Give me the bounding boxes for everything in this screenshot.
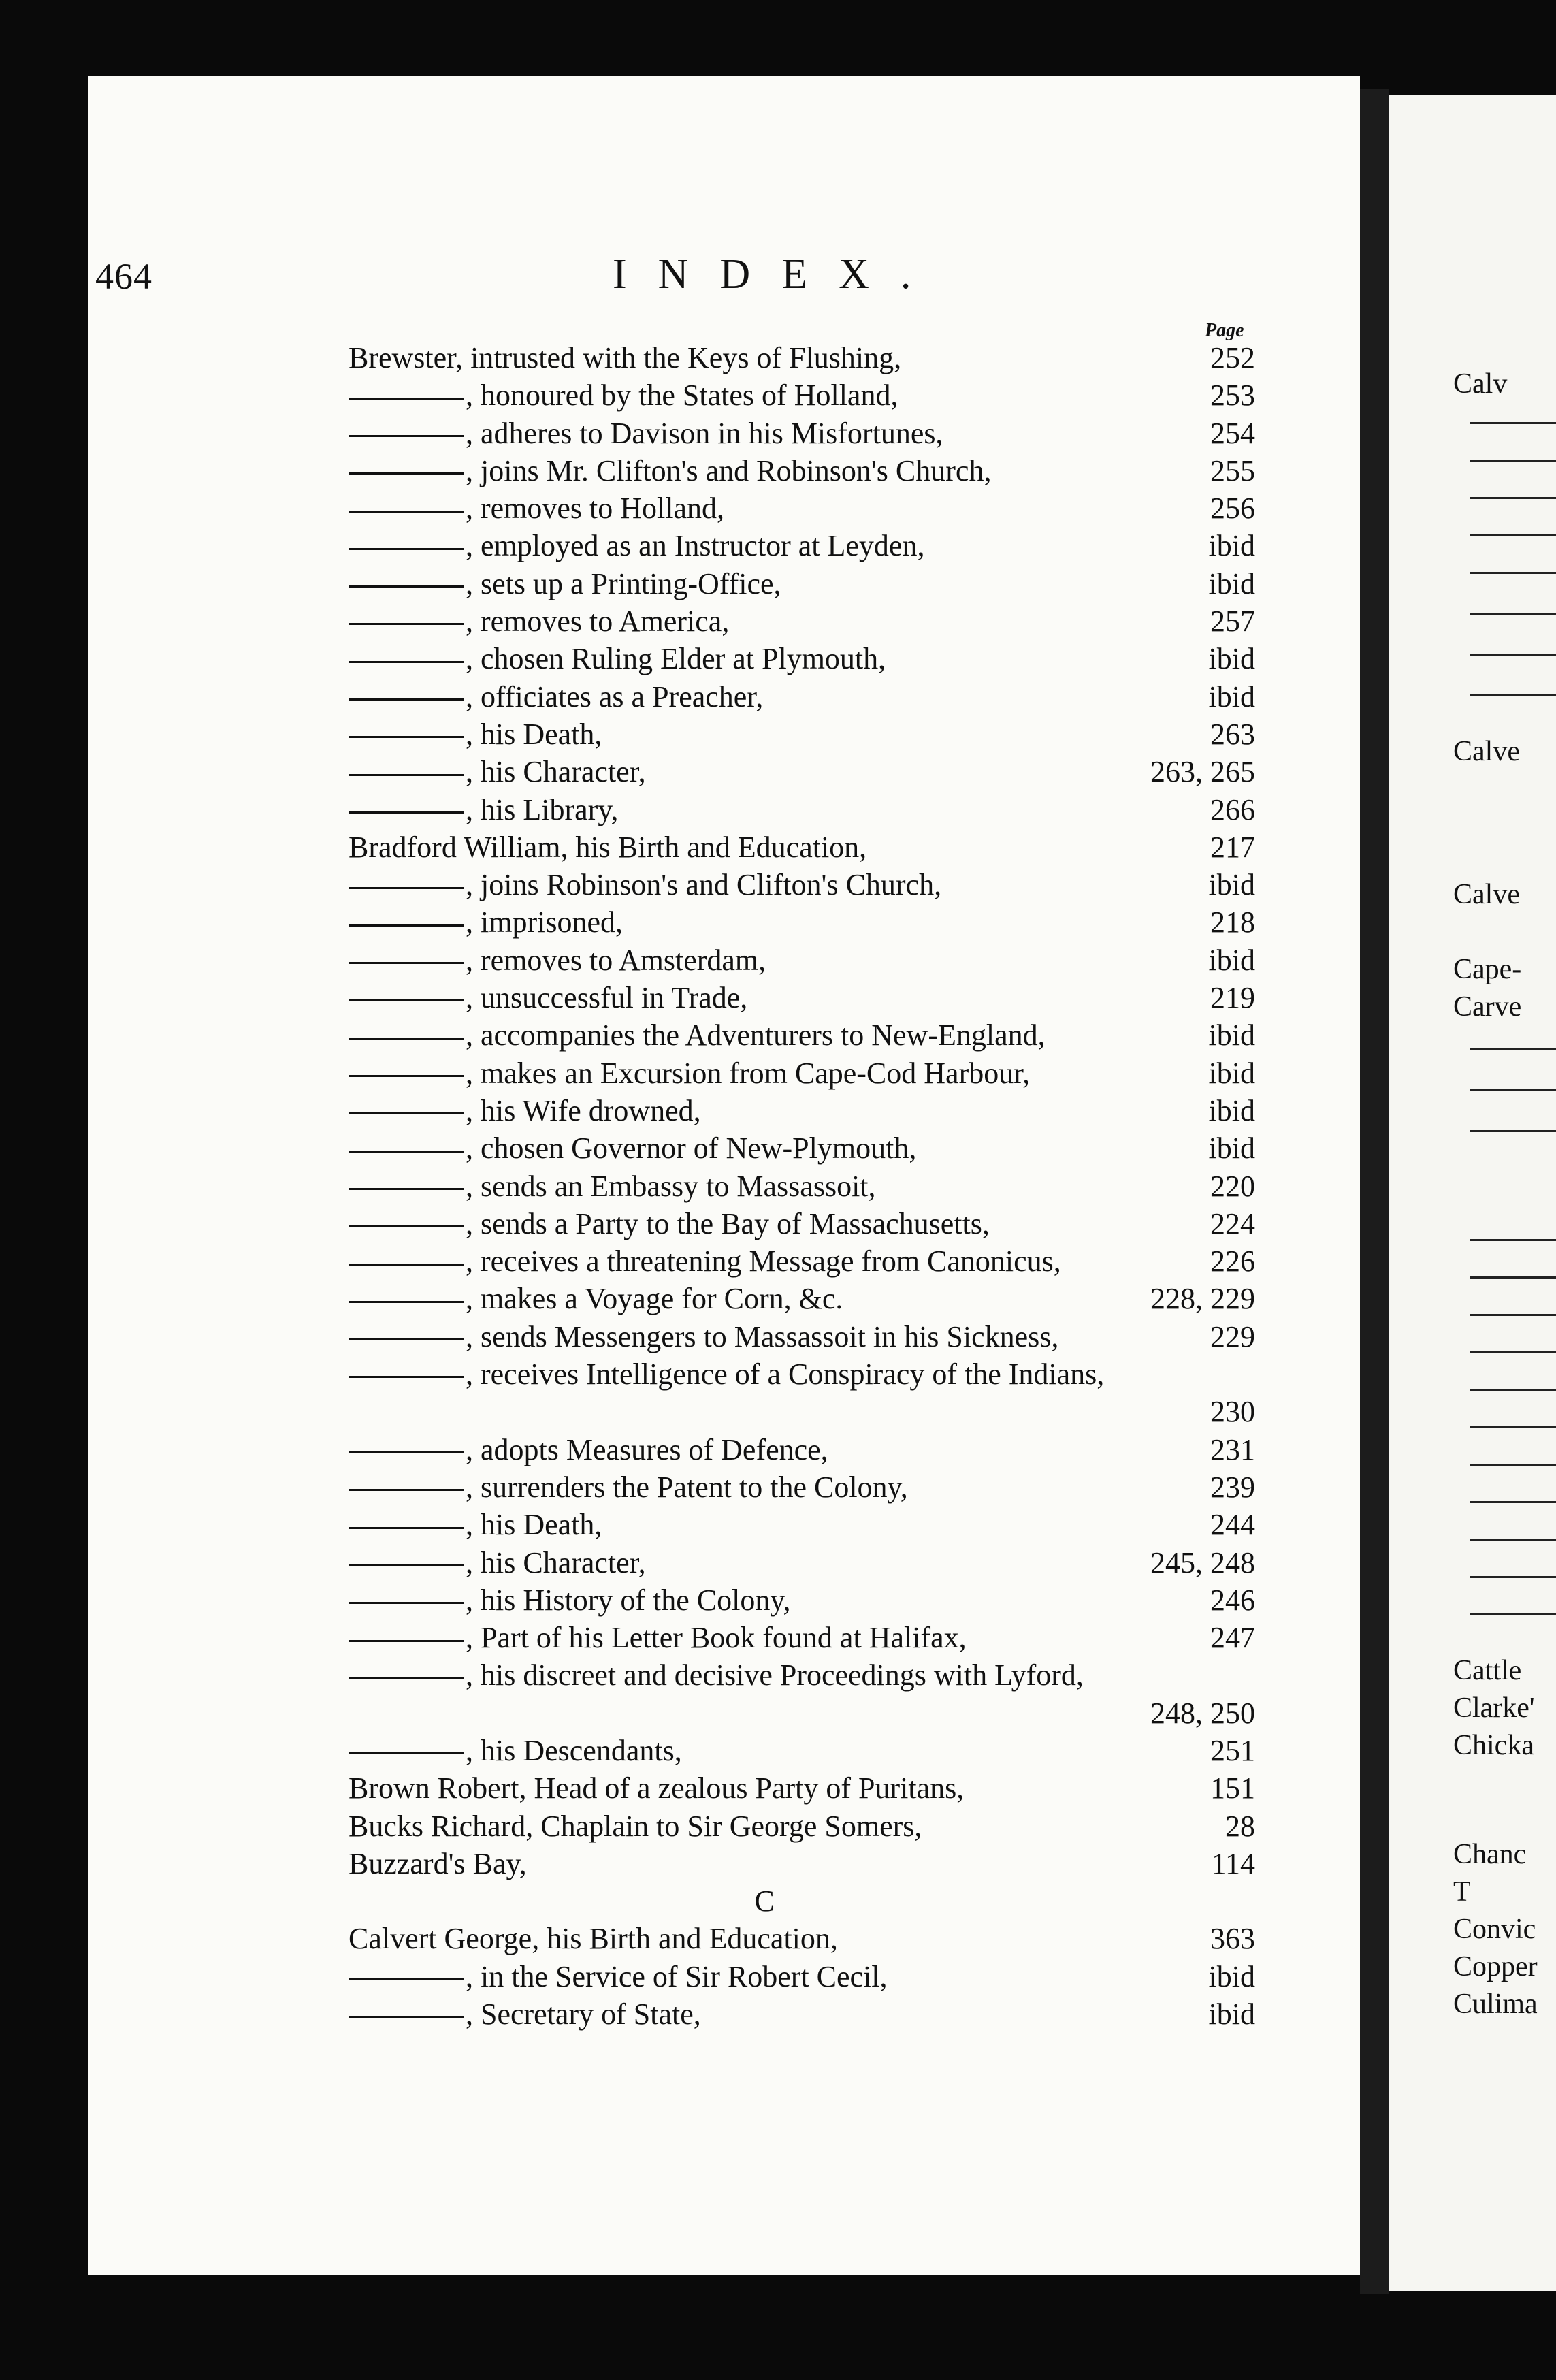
right-page-fragment: Clarke' (1453, 1692, 1535, 1724)
right-page-ditto-dash (1470, 1613, 1556, 1615)
entry-text: , honoured by the States of Holland, (349, 376, 898, 414)
entry-text: , removes to Holland, (349, 489, 724, 527)
entry-text: , sends Messengers to Massassoit in his Sickness, (349, 1318, 1058, 1355)
index-subentry (349, 678, 1255, 715)
ditto-dash (349, 1602, 464, 1604)
right-page-ditto-dash (1470, 1539, 1556, 1541)
index-subentry (349, 1016, 1255, 1054)
entry-page: 239 (1210, 1470, 1255, 1504)
right-page-ditto-dash (1470, 654, 1556, 656)
right-page-fragment: Chicka (1453, 1730, 1534, 1761)
entry-text: , his Wife drowned, (349, 1092, 701, 1129)
index-entry (349, 1807, 1255, 1845)
entry-text: Buzzard's Bay, (349, 1846, 527, 1880)
index-subentry (349, 1055, 1255, 1092)
right-page-ditto-dash (1470, 1501, 1556, 1503)
index-subentry (349, 1280, 1255, 1317)
index-entry (349, 829, 1255, 866)
entry-text: Calvert George, his Birth and Education, (349, 1922, 838, 1956)
entry-text: , receives a threatening Message from Canonicus, (349, 1242, 1061, 1280)
index-subentry (349, 979, 1255, 1016)
index-subentry (349, 753, 1255, 790)
entry-text: , Secretary of State, (349, 1995, 701, 2033)
entry-text: , adheres to Davison in his Misfortunes, (349, 415, 943, 452)
entry-page: 219 (1210, 981, 1255, 1015)
ditto-dash (349, 698, 464, 701)
right-page-ditto-dash (1470, 1426, 1556, 1428)
entry-text: , his Death, (349, 715, 602, 753)
ditto-dash (349, 398, 464, 400)
entry-page: ibid (1208, 1959, 1255, 1993)
index-subentry (349, 1242, 1255, 1280)
entry-page: ibid (1208, 868, 1255, 902)
ditto-dash (349, 623, 464, 625)
entry-text: , his Character, (349, 1544, 646, 1581)
entry-page: 263 (1210, 717, 1255, 751)
entry-page: ibid (1208, 1997, 1255, 2031)
page-number: 464 (95, 256, 152, 297)
index-subentry (349, 376, 1255, 414)
ditto-dash (349, 511, 464, 513)
entry-text: , his Character, (349, 753, 646, 790)
entry-page: 151 (1210, 1771, 1255, 1805)
right-page-fragment: Copper (1453, 1951, 1538, 1982)
right-page-ditto-dash (1470, 1389, 1556, 1391)
entry-page: 228, 229 (1150, 1282, 1255, 1316)
entry-text: , in the Service of Sir Robert Cecil, (349, 1958, 888, 1995)
index-subentry (349, 1318, 1255, 1355)
entry-page: 226 (1210, 1244, 1255, 1279)
ditto-dash (349, 736, 464, 738)
entry-text: , removes to Amsterdam, (349, 942, 766, 979)
index-subentry (349, 1506, 1255, 1543)
right-page-ditto-dash (1470, 572, 1556, 574)
entry-page: 251 (1210, 1733, 1255, 1767)
entry-text: Bradford William, his Birth and Education, (349, 830, 867, 864)
right-page-fragment: Calv (1453, 368, 1508, 400)
right-page-fragment: Carve (1453, 991, 1522, 1023)
index-subentry (349, 942, 1255, 979)
entry-text: , adopts Measures of Defence, (349, 1431, 828, 1468)
index-subentry (349, 527, 1255, 564)
index-subentry (349, 1656, 1255, 1732)
entry-page: ibid (1208, 1093, 1255, 1127)
index-entry (349, 1920, 1255, 1957)
right-page-fragment: Calve (1453, 879, 1520, 910)
ditto-dash (349, 1188, 464, 1190)
index-subentry (349, 640, 1255, 677)
entry-text: , sends a Party to the Bay of Massachusetts, (349, 1205, 990, 1242)
ditto-dash (349, 1338, 464, 1340)
entry-text: Bucks Richard, Chaplain to Sir George Somers, (349, 1809, 922, 1843)
entry-page: ibid (1208, 642, 1255, 676)
index-subentry (349, 715, 1255, 753)
index-subentry (349, 1544, 1255, 1581)
right-page-ditto-dash (1470, 1351, 1556, 1353)
right-page-ditto-dash (1470, 694, 1556, 696)
entry-text: , officiates as a Preacher, (349, 678, 763, 715)
index-subentry (349, 1958, 1255, 1995)
entry-page: 257 (1210, 605, 1255, 639)
entry-text: , receives Intelligence of a Conspiracy of the Indians, (349, 1355, 1104, 1393)
ditto-dash (349, 811, 464, 814)
right-page-ditto-dash (1470, 1276, 1556, 1279)
entry-page: 231 (1210, 1432, 1255, 1466)
entry-text: , makes a Voyage for Corn, &c. (349, 1280, 843, 1317)
right-page-ditto-dash (1470, 497, 1556, 499)
right-page-fragment: T (1453, 1876, 1471, 1908)
ditto-dash (349, 1978, 464, 1980)
index-subentry (349, 565, 1255, 602)
right-page-ditto-dash (1470, 1130, 1556, 1132)
entry-text: , employed as an Instructor at Leyden, (349, 527, 924, 564)
index-subentry (349, 602, 1255, 640)
ditto-dash (349, 2016, 464, 2018)
right-page-ditto-dash (1470, 1048, 1556, 1050)
ditto-dash (349, 585, 464, 588)
right-page-fragment: Cape- (1453, 954, 1522, 985)
ditto-dash (349, 548, 464, 550)
ditto-dash (349, 924, 464, 927)
right-page-ditto-dash (1470, 1314, 1556, 1316)
entry-page: ibid (1208, 529, 1255, 563)
entry-page: ibid (1208, 679, 1255, 713)
right-page-fragment: Convic (1453, 1914, 1536, 1945)
right-page-fragment: Cattle (1453, 1655, 1522, 1686)
entry-page: 256 (1210, 492, 1255, 526)
index-subentry (349, 1168, 1255, 1205)
entry-page: 252 (1210, 341, 1255, 374)
ditto-dash (349, 999, 464, 1001)
right-page-ditto-dash (1470, 613, 1556, 615)
ditto-dash (349, 1301, 464, 1303)
index-subentry (349, 1355, 1255, 1431)
ditto-dash (349, 1527, 464, 1529)
ditto-dash (349, 1075, 464, 1077)
entry-text: , his History of the Colony, (349, 1581, 790, 1619)
index-subentry (349, 452, 1255, 489)
entry-page: 28 (1225, 1809, 1255, 1843)
right-page-ditto-dash (1470, 460, 1556, 462)
entry-page: ibid (1208, 1018, 1255, 1052)
ditto-dash (349, 1489, 464, 1491)
ditto-dash (349, 1451, 464, 1453)
entry-text: , joins Robinson's and Clifton's Church, (349, 866, 941, 903)
ditto-dash (349, 887, 464, 889)
entry-page: 220 (1210, 1169, 1255, 1203)
ditto-dash (349, 774, 464, 776)
entry-page: 266 (1210, 792, 1255, 826)
entry-text: , accompanies the Adventurers to New-England, (349, 1016, 1046, 1054)
entry-text: , his Library, (349, 791, 618, 829)
entry-page: 229 (1210, 1319, 1255, 1353)
section-letter: C (754, 1884, 775, 1918)
index-subentry (349, 903, 1255, 941)
entry-text: , Part of his Letter Book found at Halifax, (349, 1619, 967, 1656)
right-page-ditto-dash (1470, 534, 1556, 536)
right-page-fragment: Chanc (1453, 1839, 1527, 1870)
right-page-fragment: Culima (1453, 1989, 1538, 2020)
index-entry (349, 339, 1255, 376)
ditto-dash (349, 1264, 464, 1266)
entry-page: 245, 248 (1150, 1545, 1255, 1579)
entry-page: 218 (1210, 905, 1255, 939)
index-subentry (349, 1581, 1255, 1619)
ditto-dash (349, 1112, 464, 1114)
ditto-dash (349, 472, 464, 475)
entry-page: 224 (1210, 1206, 1255, 1240)
entry-text: , sends an Embassy to Massassoit, (349, 1168, 876, 1205)
index-subentry (349, 415, 1255, 452)
ditto-dash (349, 1151, 464, 1153)
index-entry (349, 1769, 1255, 1807)
entry-page: ibid (1208, 1131, 1255, 1165)
index-subentry (349, 1092, 1255, 1129)
entry-page: 248, 250 (1150, 1696, 1255, 1730)
index-subentry (349, 1431, 1255, 1468)
index-subentry (349, 866, 1255, 903)
entry-page: 255 (1210, 453, 1255, 487)
entry-page: 217 (1210, 830, 1255, 864)
entry-text: , chosen Governor of New-Plymouth, (349, 1129, 916, 1167)
ditto-dash (349, 1225, 464, 1227)
right-page-ditto-dash (1470, 1576, 1556, 1578)
entry-page: 253 (1210, 379, 1255, 413)
entry-page: 114 (1211, 1846, 1255, 1880)
entry-text: , unsuccessful in Trade, (349, 979, 747, 1016)
ditto-dash (349, 1376, 464, 1378)
right-page (1389, 95, 1556, 2291)
entry-text: , his Descendants, (349, 1732, 682, 1769)
right-page-fragment: Calve (1453, 736, 1520, 767)
entry-text: , removes to America, (349, 602, 729, 640)
entry-page: ibid (1208, 943, 1255, 977)
index-subentry (349, 1129, 1255, 1167)
entry-page: 363 (1210, 1922, 1255, 1956)
ditto-dash (349, 1677, 464, 1679)
ditto-dash (349, 1752, 464, 1754)
index-subentry (349, 1205, 1255, 1242)
ditto-dash (349, 435, 464, 437)
entry-page: ibid (1208, 566, 1255, 600)
entry-page: 230 (1210, 1395, 1255, 1429)
entry-text: , joins Mr. Clifton's and Robinson's Church, (349, 452, 991, 489)
ditto-dash (349, 962, 464, 964)
entry-text: Brewster, intrusted with the Keys of Flushing, (349, 341, 902, 374)
right-page-ditto-dash (1470, 422, 1556, 424)
entry-page: 244 (1210, 1508, 1255, 1542)
page-column-label: Page (1205, 320, 1244, 341)
entry-page: 247 (1210, 1621, 1255, 1655)
index-subentry (349, 1995, 1255, 2033)
entry-text: Brown Robert, Head of a zealous Party of Puritans, (349, 1771, 965, 1805)
entry-page: ibid (1208, 1056, 1255, 1090)
ditto-dash (349, 1038, 464, 1040)
entry-text: , surrenders the Patent to the Colony, (349, 1468, 908, 1506)
entry-text: , makes an Excursion from Cape-Cod Harbour, (349, 1055, 1030, 1092)
entry-page: 254 (1210, 416, 1255, 450)
ditto-dash (349, 1640, 464, 1642)
entry-text: , his Death, (349, 1506, 602, 1543)
right-page-ditto-dash (1470, 1464, 1556, 1466)
index-entry (349, 1845, 1255, 1882)
right-page-ditto-dash (1470, 1239, 1556, 1241)
entry-text: , imprisoned, (349, 903, 623, 941)
entry-page: 263, 265 (1150, 755, 1255, 789)
entry-text: , sets up a Printing-Office, (349, 565, 781, 602)
index-subentry (349, 1468, 1255, 1506)
running-head: INDEX. (613, 251, 943, 298)
entry-page: 246 (1210, 1583, 1255, 1617)
index-subentry (349, 1619, 1255, 1656)
ditto-dash (349, 661, 464, 663)
right-page-ditto-dash (1470, 1089, 1556, 1091)
book-gutter (1360, 89, 1389, 2294)
index-subentry (349, 489, 1255, 527)
index-subentry (349, 1732, 1255, 1769)
entry-text: , his discreet and decisive Proceedings with Lyford, (349, 1656, 1084, 1694)
ditto-dash (349, 1564, 464, 1566)
index-entries (349, 339, 1255, 2033)
index-subentry (349, 791, 1255, 829)
entry-text: , chosen Ruling Elder at Plymouth, (349, 640, 886, 677)
